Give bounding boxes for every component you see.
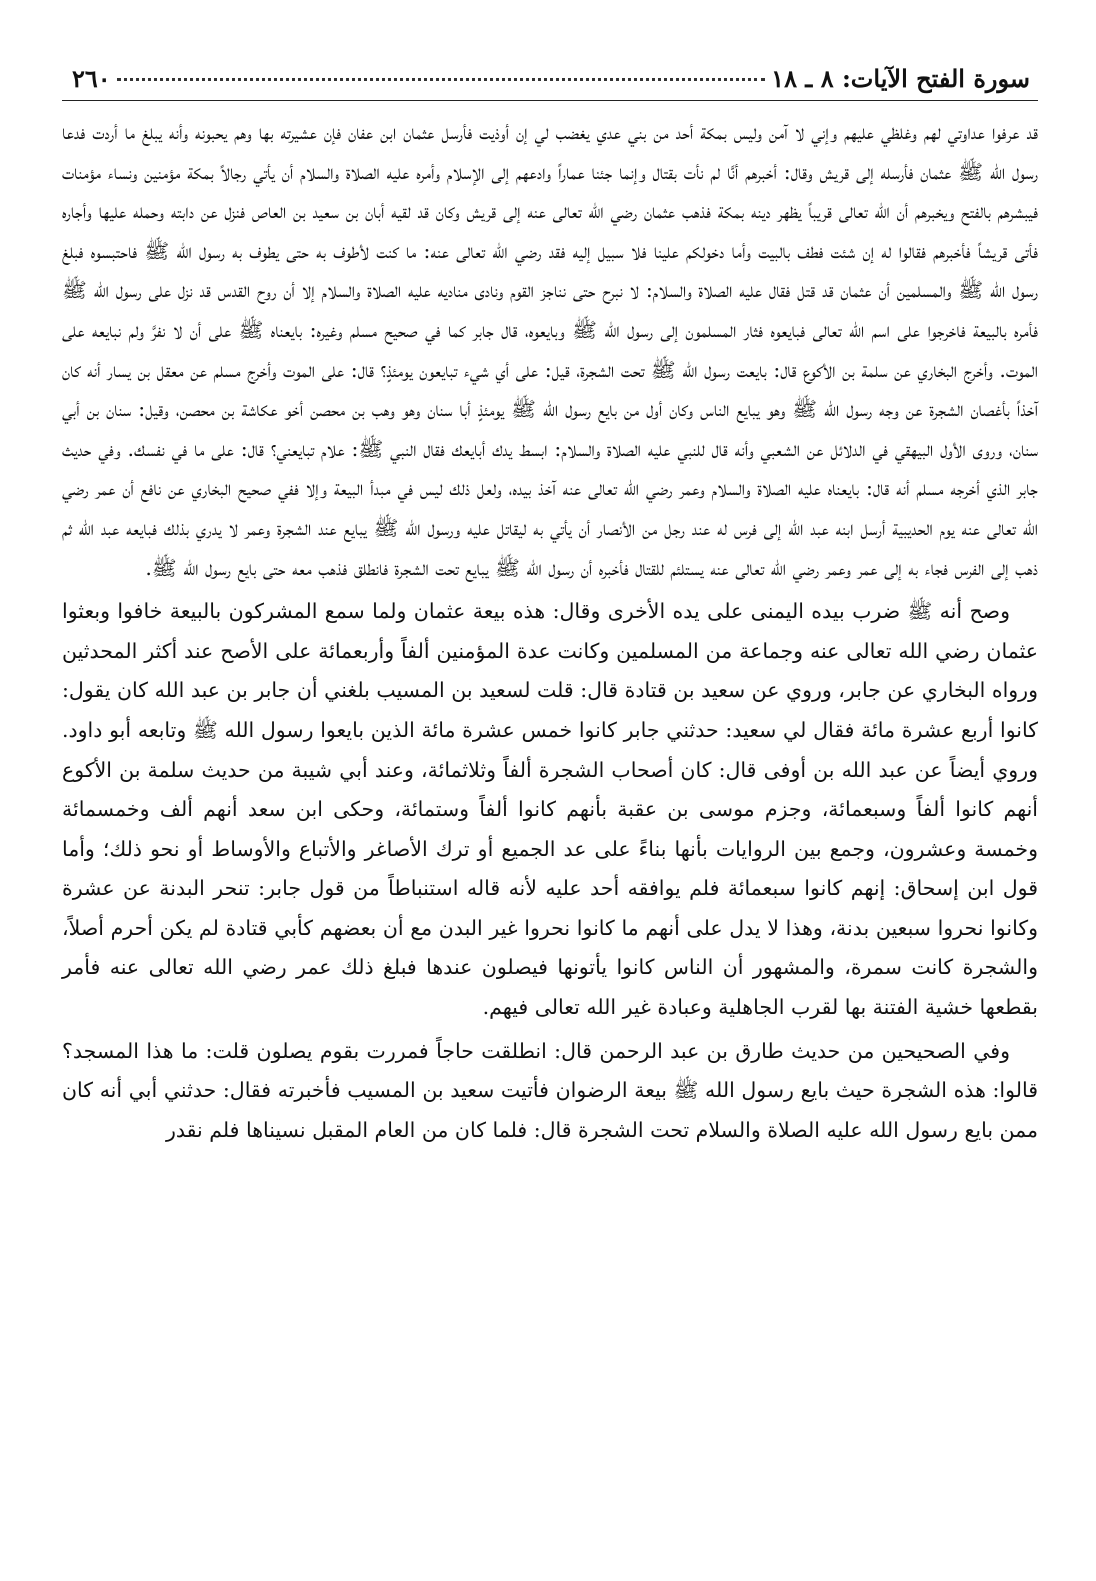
body-text bbox=[62, 113, 1038, 1150]
paragraph-1: قد عرفوا عداوتي لهم وغلظي عليهم وإني لا آمن وليس بمكة أحد من بني عدي يغضب لي إن أوذيت فأرسل عثمان ابن عفان فإن عشيرته بها وهم يحبونه وأنه يبلغ ما أردت فدعا رسول الله ﷺ عثمان فأرسله إلى قريش وقال: أخبرهم أنَّا لم نأت بقتال وإنما جئنا عماراً وادعهم إلى الإسلام وأمره عليه الصلاة والسلام أن يأتي رجالاً بمكة مؤمنين ونساء مؤمنات فيبشرهم بالفتح ويخبرهم أن الله تعالى قريباً يظهر دينه بمكة فذهب عثمان رضي الله تعالى عنه إلى قريش وكان قد لقيه أبان بن سعيد بن العاص فنزل عن دابته وحمله عليها وأجاره فأتى قريشاً فأخبرهم فقالوا له إن شئت فطف بالبيت وأما دخولكم علينا فلا سبيل إليه فقد رضي الله تعالى عنه: ما كنت لأطوف به حتى يطوف به رسول الله ﷺ فاحتبسوه فبلغ رسول الله ﷺ والمسلمين أن عثمان قد قتل فقال عليه الصلاة والسلام: لا نبرح حتى نناجز القوم ونادى مناديه عليه الصلاة والسلام إلا أن روح القدس قد نزل على رسول الله ﷺ فأمره بالبيعة فاخرجوا على اسم الله تعالى فبايعوه فثار المسلمون إلى رسول الله ﷺ وبايعوه، قال جابر كما في صحيح مسلم وغيره: بايعناه ﷺ على أن لا نفرَّ ولم نبايعه على الموت. وأخرج البخاري عن سلمة بن الأكوع قال: بايعت رسول الله ﷺ تحت الشجرة، قيل: على أي شيء تبايعون يومئذٍ؟ قال: على الموت وأخرج مسلم عن معقل بن يسار أنه كان آخذاً بأغصان الشجرة عن وجه رسول الله ﷺ وهو يبايع الناس وكان أول من بايع رسول الله ﷺ يومئذٍ أبا سنان وهو وهب بن محصن أخو عكاشة بن محصن، وقيل: سنان بن أبي سنان، وروى الأول البيهقي في الدلائل عن الشعبي وأنه قال للنبي عليه الصلاة والسلام: ابسط يدك أبايعك فقال النبي ﷺ: علام تبايعني؟ قال: على ما في نفسك. وفي حديث جابر الذي أخرجه مسلم أنه قال: بايعناه عليه الصلاة والسلام وعمر رضي الله تعالى عنه آخذ بيده، ولعل ذلك ليس في مبدأ البيعة وإلا ففي صحيح البخاري عن نافع أن عمر رضي الله تعالى عنه يوم الحديبية أرسل ابنه عبد الله إلى فرس له عند رجل من الأنصار أن يأتي به ليقاتل عليه ورسول الله ﷺ يبايع عند الشجرة وعمر لا يدري بذلك فبايعه عبد الله ثم ذهب إلى الفرس فجاء به إلى عمر وعمر رضي الله تعالى عنه يستلئم للقتال فأخبره أن رسول الله ﷺ يبايع تحت الشجرة فانطلق فذهب معه حتى بايع رسول الله ﷺ. bbox=[62, 120, 1038, 580]
header-title: سورة الفتح الآيات: ٨ ـ ١٨ bbox=[771, 64, 1030, 93]
page-number: ٢٦٠ bbox=[72, 64, 111, 93]
running-header bbox=[62, 58, 1038, 101]
paragraph-3: وفي الصحيحين من حديث طارق بن عبد الرحمن قال: انطلقت حاجاً فمررت بقوم يصلون قلت: ما هذا المسجد؟ قالوا: هذه الشجرة حيث بايع رسول الله ﷺ بيعة الرضوان فأتيت سعيد بن المسيب فأخبرته فقال: حدثني أبي أنه كان ممن بايع رسول الله عليه الصلاة والسلام تحت الشجرة قال: فلما كان من العام المقبل نسيناها فلم نقدر bbox=[62, 1038, 1038, 1142]
dot-leader bbox=[117, 78, 766, 81]
page bbox=[62, 58, 1038, 1150]
paragraph-2: وصح أنه ﷺ ضرب بيده اليمنى على يده الأخرى وقال: هذه بيعة عثمان ولما سمع المشركون بالبيعة خافوا وبعثوا عثمان رضي الله تعالى عنه وجماعة من المسلمين وكانت عدة المؤمنين ألفاً وأربعمائة على الأصح عند أكثر المحدثين ورواه البخاري عن جابر، وروي عن سعيد بن قتادة قال: قلت لسعيد بن المسيب بلغني أن جابر بن عبد الله كان يقول: كانوا أربع عشرة مائة فقال لي سعيد: حدثني جابر كانوا خمس عشرة مائة الذين بايعوا رسول الله ﷺ وتابعه أبو داود. وروي أيضاً عن عبد الله بن أوفى قال: كان أصحاب الشجرة ألفاً وثلاثمائة، وعند أبي شيبة من حديث سلمة بن الأكوع أنهم كانوا ألفاً وسبعمائة، وجزم موسى بن عقبة بأنهم كانوا ألفاً وستمائة، وحكى ابن سعد أنهم ألف وخمسمائة وخمسة وعشرون، وجمع بين الروايات بأنها بناءً على عد الجميع أو ترك الأصاغر والأتباع والأوساط أو نحو ذلك؛ وأما قول ابن إسحاق: إنهم كانوا سبعمائة فلم يوافقه أحد عليه لأنه قاله استنباطاً من قول جابر: تنحر البدنة عن عشرة وكانوا نحروا سبعين بدنة، وهذا لا يدل على أنهم ما كانوا نحروا غير البدن مع أن بعضهم كأبي قتادة لم يكن أحرم أصلاً، والشجرة كانت سمرة، والمشهور أن الناس كانوا يأتونها فيصلون عندها فبلغ ذلك عمر رضي الله تعالى عنه فأمر بقطعها خشية الفتنة بها لقرب الجاهلية وعبادة غير الله تعالى فيهم. bbox=[62, 599, 1038, 1020]
